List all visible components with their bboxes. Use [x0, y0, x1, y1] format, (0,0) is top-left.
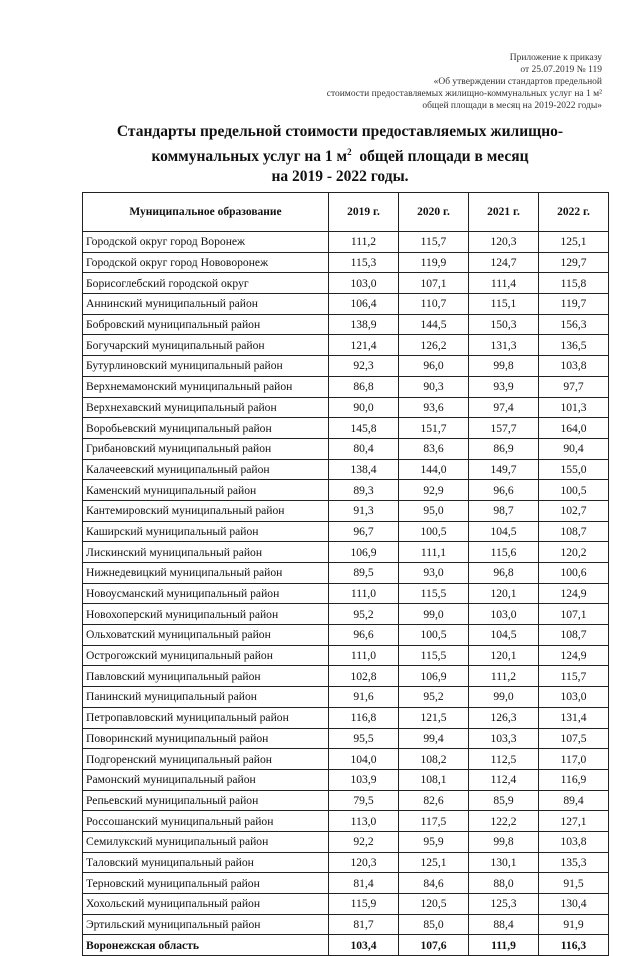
- tariff-value-cell: 121,4: [329, 335, 399, 356]
- tariff-value-cell: 108,1: [399, 769, 469, 790]
- tariff-value-cell: 90,4: [539, 438, 609, 459]
- tariff-value-cell: 91,9: [539, 914, 609, 935]
- tariff-value-cell: 90,3: [399, 376, 469, 397]
- tariff-value-cell: 91,6: [329, 687, 399, 708]
- municipality-name-cell: Грибановский муниципальный район: [83, 438, 329, 459]
- tariff-value-cell: 136,5: [539, 335, 609, 356]
- tariff-value-cell: 101,3: [539, 397, 609, 418]
- tariff-value-cell: 135,3: [539, 852, 609, 873]
- column-header: 2022 г.: [539, 193, 609, 232]
- title-line: Стандарты предельной стоимости предоставляемых жилищно-: [116, 123, 564, 140]
- tariff-value-cell: 89,3: [329, 480, 399, 501]
- table-row: [83, 604, 609, 625]
- municipality-name-cell: Павловский муниципальный район: [83, 666, 329, 687]
- municipality-name-cell: Кантемировский муниципальный район: [83, 500, 329, 521]
- title-line: [80, 142, 600, 167]
- tariff-value-cell: 125,1: [399, 852, 469, 873]
- tariff-value-cell: 115,5: [399, 583, 469, 604]
- tariff-value-cell: 111,0: [329, 583, 399, 604]
- tariff-value-cell: 119,7: [539, 294, 609, 315]
- municipality-name-cell: Подгоренский муниципальный район: [83, 749, 329, 770]
- title-text: общей площади в месяц: [351, 148, 529, 166]
- tariff-value-cell: 113,0: [329, 811, 399, 832]
- table-header-row: [83, 193, 609, 232]
- tariff-value-cell: 111,0: [329, 645, 399, 666]
- table-row: [83, 873, 609, 894]
- tariff-value-cell: 103,0: [539, 687, 609, 708]
- table-row: [83, 707, 609, 728]
- tariff-value-cell: 120,3: [329, 852, 399, 873]
- municipality-name-cell: Острогожский муниципальный район: [83, 645, 329, 666]
- table-row: [83, 356, 609, 377]
- table-row: [83, 894, 609, 915]
- tariff-value-cell: 80,4: [329, 438, 399, 459]
- tariff-value-cell: 89,4: [539, 790, 609, 811]
- tariff-value-cell: 92,3: [329, 356, 399, 377]
- tariff-value-cell: 156,3: [539, 314, 609, 335]
- tariff-value-cell: 112,4: [469, 769, 539, 790]
- table-row: [83, 252, 609, 273]
- tariff-value-cell: 102,8: [329, 666, 399, 687]
- tariff-value-cell: 138,4: [329, 459, 399, 480]
- tariff-value-cell: 130,1: [469, 852, 539, 873]
- tariff-value-cell: 88,4: [469, 914, 539, 935]
- municipality-name-cell: Воронежская область: [83, 935, 329, 956]
- tariff-value-cell: 95,2: [329, 604, 399, 625]
- tariff-value-cell: 150,3: [469, 314, 539, 335]
- table-row: [83, 728, 609, 749]
- tariff-value-cell: 98,7: [469, 500, 539, 521]
- table-total-row: [83, 935, 609, 956]
- table-row: [83, 480, 609, 501]
- tariff-value-cell: 83,6: [399, 438, 469, 459]
- column-header: 2020 г.: [399, 193, 469, 232]
- municipality-name-cell: Верхнемамонский муниципальный район: [83, 376, 329, 397]
- municipality-name-cell: Петропавловский муниципальный район: [83, 707, 329, 728]
- municipality-name-cell: Терновский муниципальный район: [83, 873, 329, 894]
- tariff-value-cell: 107,1: [399, 273, 469, 294]
- tariff-value-cell: 155,0: [539, 459, 609, 480]
- municipality-name-cell: Эртильский муниципальный район: [83, 914, 329, 935]
- tariff-value-cell: 115,3: [329, 252, 399, 273]
- tariff-value-cell: 103,8: [539, 356, 609, 377]
- appendix-line: стоимости предоставляемых жилищно-коммунальных услуг на 1 м²: [326, 89, 602, 99]
- tariff-value-cell: 151,7: [399, 418, 469, 439]
- municipality-name-cell: Городской округ город Воронеж: [83, 232, 329, 253]
- municipality-name-cell: Городской округ город Нововоронеж: [83, 252, 329, 273]
- tariff-value-cell: 92,2: [329, 831, 399, 852]
- tariff-value-cell: 95,0: [399, 500, 469, 521]
- tariff-value-cell: 99,8: [469, 356, 539, 377]
- tariff-value-cell: 86,8: [329, 376, 399, 397]
- tariff-value-cell: 127,1: [539, 811, 609, 832]
- tariff-value-cell: 108,7: [539, 521, 609, 542]
- tariff-value-cell: 144,0: [399, 459, 469, 480]
- municipality-name-cell: Панинский муниципальный район: [83, 687, 329, 708]
- tariff-value-cell: 115,1: [469, 294, 539, 315]
- table-row: [83, 438, 609, 459]
- tariff-value-cell: 130,4: [539, 894, 609, 915]
- tariff-value-cell: 111,9: [469, 935, 539, 956]
- tariff-value-cell: 111,2: [329, 232, 399, 253]
- table-row: [83, 914, 609, 935]
- tariff-value-cell: 96,6: [469, 480, 539, 501]
- tariff-value-cell: 116,3: [539, 935, 609, 956]
- table-row: [83, 500, 609, 521]
- tariff-value-cell: 106,9: [399, 666, 469, 687]
- municipality-name-cell: Россошанский муниципальный район: [83, 811, 329, 832]
- tariff-value-cell: 122,2: [469, 811, 539, 832]
- municipality-name-cell: Новоусманский муниципальный район: [83, 583, 329, 604]
- tariff-value-cell: 124,9: [539, 583, 609, 604]
- municipality-name-cell: Бобровский муниципальный район: [83, 314, 329, 335]
- municipality-name-cell: Нижнедевицкий муниципальный район: [83, 563, 329, 584]
- tariff-value-cell: 115,5: [399, 645, 469, 666]
- tariff-value-cell: 96,8: [469, 563, 539, 584]
- tariff-value-cell: 115,7: [539, 666, 609, 687]
- tariff-value-cell: 138,9: [329, 314, 399, 335]
- title-text: коммунальных услуг на 1 м: [151, 148, 348, 166]
- tariff-value-cell: 120,2: [539, 542, 609, 563]
- tariff-value-cell: 121,5: [399, 707, 469, 728]
- municipality-name-cell: Репьевский муниципальный район: [83, 790, 329, 811]
- appendix-note: [302, 52, 602, 112]
- tariff-value-cell: 124,7: [469, 252, 539, 273]
- appendix-line: «Об утверждении стандартов предельной: [433, 77, 602, 87]
- tariff-value-cell: 91,5: [539, 873, 609, 894]
- table-row: [83, 687, 609, 708]
- tariff-value-cell: 99,0: [469, 687, 539, 708]
- tariff-value-cell: 126,2: [399, 335, 469, 356]
- tariff-value-cell: 112,5: [469, 749, 539, 770]
- tariff-value-cell: 103,4: [329, 935, 399, 956]
- tariff-value-cell: 99,8: [469, 831, 539, 852]
- column-header: 2021 г.: [469, 193, 539, 232]
- tariff-value-cell: 116,9: [539, 769, 609, 790]
- table-row: [83, 294, 609, 315]
- table-row: [83, 418, 609, 439]
- tariff-value-cell: 93,9: [469, 376, 539, 397]
- title-line: на 2019 - 2022 годы.: [271, 168, 409, 186]
- table-row: [83, 749, 609, 770]
- tariff-value-cell: 115,8: [539, 273, 609, 294]
- tariff-value-cell: 125,1: [539, 232, 609, 253]
- table-row: [83, 542, 609, 563]
- tariff-value-cell: 93,0: [399, 563, 469, 584]
- title-superscript: 2: [347, 147, 352, 157]
- municipality-name-cell: Ольховатский муниципальный район: [83, 625, 329, 646]
- table-row: [83, 625, 609, 646]
- tariff-value-cell: 129,7: [539, 252, 609, 273]
- tariff-value-cell: 131,3: [469, 335, 539, 356]
- tariff-value-cell: 145,8: [329, 418, 399, 439]
- table-row: [83, 376, 609, 397]
- tariff-value-cell: 103,8: [539, 831, 609, 852]
- table-row: [83, 563, 609, 584]
- tariff-value-cell: 97,7: [539, 376, 609, 397]
- table-row: [83, 232, 609, 253]
- municipality-name-cell: Семилукский муниципальный район: [83, 831, 329, 852]
- tariff-value-cell: 120,3: [469, 232, 539, 253]
- tariff-value-cell: 93,6: [399, 397, 469, 418]
- tariff-value-cell: 85,9: [469, 790, 539, 811]
- appendix-line: Приложение к приказу: [509, 53, 602, 63]
- tariff-value-cell: 82,6: [399, 790, 469, 811]
- tariff-value-cell: 95,5: [329, 728, 399, 749]
- tariff-value-cell: 95,2: [399, 687, 469, 708]
- table-body: [83, 232, 609, 956]
- municipality-name-cell: Таловский муниципальный район: [83, 852, 329, 873]
- tariff-value-cell: 157,7: [469, 418, 539, 439]
- tariff-value-cell: 102,7: [539, 500, 609, 521]
- tariff-value-cell: 103,3: [469, 728, 539, 749]
- tariff-value-cell: 85,0: [399, 914, 469, 935]
- tariff-value-cell: 120,1: [469, 645, 539, 666]
- tariff-value-cell: 117,0: [539, 749, 609, 770]
- tariff-value-cell: 110,7: [399, 294, 469, 315]
- tariff-value-cell: 108,2: [399, 749, 469, 770]
- tariff-value-cell: 107,6: [399, 935, 469, 956]
- tariff-value-cell: 103,9: [329, 769, 399, 790]
- tariff-value-cell: 106,4: [329, 294, 399, 315]
- tariff-value-cell: 115,6: [469, 542, 539, 563]
- tariff-value-cell: 96,7: [329, 521, 399, 542]
- tariff-value-cell: 81,4: [329, 873, 399, 894]
- table-row: [83, 459, 609, 480]
- tariff-value-cell: 149,7: [469, 459, 539, 480]
- appendix-line: общей площади в месяц на 2019-2022 годы»: [422, 101, 602, 111]
- municipality-name-cell: Аннинский муниципальный район: [83, 294, 329, 315]
- tariff-value-cell: 106,9: [329, 542, 399, 563]
- tariff-table: [82, 192, 609, 956]
- table-row: [83, 583, 609, 604]
- tariff-value-cell: 90,0: [329, 397, 399, 418]
- tariff-value-cell: 100,5: [399, 625, 469, 646]
- tariff-value-cell: 88,0: [469, 873, 539, 894]
- tariff-value-cell: 100,5: [539, 480, 609, 501]
- tariff-value-cell: 104,5: [469, 625, 539, 646]
- tariff-value-cell: 103,0: [469, 604, 539, 625]
- municipality-name-cell: Калачеевский муниципальный район: [83, 459, 329, 480]
- tariff-value-cell: 107,5: [539, 728, 609, 749]
- appendix-line: от 25.07.2019 № 119: [520, 65, 602, 75]
- tariff-value-cell: 108,7: [539, 625, 609, 646]
- tariff-value-cell: 97,4: [469, 397, 539, 418]
- municipality-name-cell: Каширский муниципальный район: [83, 521, 329, 542]
- tariff-value-cell: 104,5: [469, 521, 539, 542]
- tariff-value-cell: 120,1: [469, 583, 539, 604]
- tariff-value-cell: 95,9: [399, 831, 469, 852]
- municipality-name-cell: Бутурлиновский муниципальный район: [83, 356, 329, 377]
- table-row: [83, 852, 609, 873]
- table-row: [83, 273, 609, 294]
- table-row: [83, 521, 609, 542]
- tariff-value-cell: 104,0: [329, 749, 399, 770]
- municipality-name-cell: Новохоперский муниципальный район: [83, 604, 329, 625]
- tariff-value-cell: 116,8: [329, 707, 399, 728]
- tariff-value-cell: 111,2: [469, 666, 539, 687]
- table-row: [83, 397, 609, 418]
- municipality-name-cell: Борисоглебский городской округ: [83, 273, 329, 294]
- tariff-value-cell: 84,6: [399, 873, 469, 894]
- tariff-value-cell: 100,5: [399, 521, 469, 542]
- municipality-name-cell: Поворинский муниципальный район: [83, 728, 329, 749]
- municipality-name-cell: Лискинский муниципальный район: [83, 542, 329, 563]
- tariff-value-cell: 107,1: [539, 604, 609, 625]
- tariff-value-cell: 96,6: [329, 625, 399, 646]
- tariff-value-cell: 124,9: [539, 645, 609, 666]
- tariff-value-cell: 111,1: [399, 542, 469, 563]
- table-row: [83, 335, 609, 356]
- tariff-value-cell: 81,7: [329, 914, 399, 935]
- municipality-name-cell: Рамонский муниципальный район: [83, 769, 329, 790]
- table-row: [83, 831, 609, 852]
- municipality-name-cell: Каменский муниципальный район: [83, 480, 329, 501]
- tariff-value-cell: 115,9: [329, 894, 399, 915]
- tariff-value-cell: 120,5: [399, 894, 469, 915]
- table-row: [83, 790, 609, 811]
- tariff-value-cell: 96,0: [399, 356, 469, 377]
- table-row: [83, 769, 609, 790]
- column-header: 2019 г.: [329, 193, 399, 232]
- column-header: Муниципальное образование: [83, 193, 329, 232]
- tariff-value-cell: 86,9: [469, 438, 539, 459]
- tariff-value-cell: 125,3: [469, 894, 539, 915]
- tariff-value-cell: 131,4: [539, 707, 609, 728]
- table-row: [83, 811, 609, 832]
- tariff-value-cell: 99,0: [399, 604, 469, 625]
- municipality-name-cell: Хохольский муниципальный район: [83, 894, 329, 915]
- tariff-value-cell: 126,3: [469, 707, 539, 728]
- table-row: [83, 645, 609, 666]
- document-title: [80, 122, 600, 187]
- tariff-value-cell: 115,7: [399, 232, 469, 253]
- tariff-value-cell: 117,5: [399, 811, 469, 832]
- municipality-name-cell: Верхнехавский муниципальный район: [83, 397, 329, 418]
- tariff-value-cell: 92,9: [399, 480, 469, 501]
- municipality-name-cell: Богучарский муниципальный район: [83, 335, 329, 356]
- tariff-value-cell: 111,4: [469, 273, 539, 294]
- tariff-value-cell: 119,9: [399, 252, 469, 273]
- tariff-value-cell: 164,0: [539, 418, 609, 439]
- table-row: [83, 666, 609, 687]
- tariff-value-cell: 144,5: [399, 314, 469, 335]
- tariff-value-cell: 100,6: [539, 563, 609, 584]
- table-row: [83, 314, 609, 335]
- municipality-name-cell: Воробьевский муниципальный район: [83, 418, 329, 439]
- tariff-value-cell: 89,5: [329, 563, 399, 584]
- tariff-value-cell: 79,5: [329, 790, 399, 811]
- tariff-value-cell: 99,4: [399, 728, 469, 749]
- tariff-value-cell: 91,3: [329, 500, 399, 521]
- tariff-value-cell: 103,0: [329, 273, 399, 294]
